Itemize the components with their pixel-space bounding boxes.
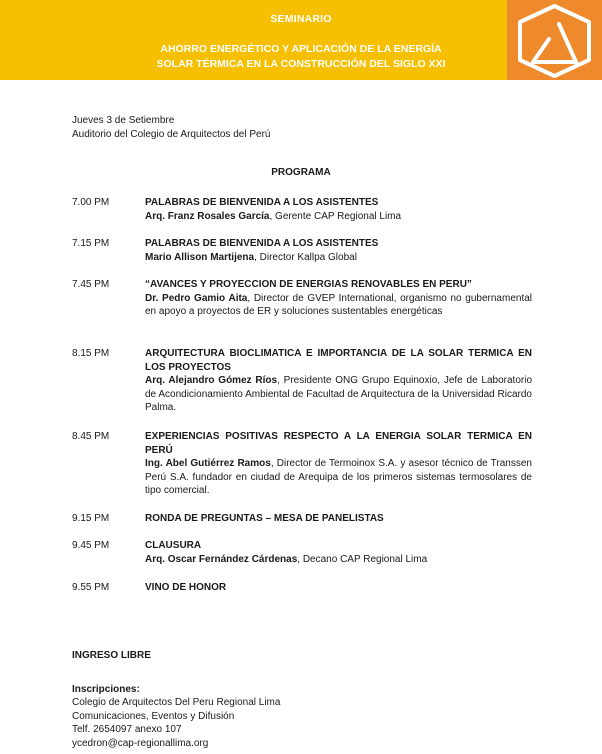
program-item bbox=[72, 347, 532, 415]
free-entry-label: INGRESO LIBRE bbox=[72, 650, 151, 661]
contact-organization: Colegio de Arquitectos Del Peru Regional Lima bbox=[72, 697, 281, 708]
program-time: 8.45 PM bbox=[72, 431, 110, 442]
program-title: “AVANCES Y PROYECCION DE ENERGIAS RENOVABLES EN PERU” bbox=[145, 279, 472, 290]
program-time: 7.45 PM bbox=[72, 279, 110, 290]
seminar-title-line1: AHORRO ENERGÉTICO Y APLICACIÓN DE LA ENERGÍA bbox=[160, 43, 442, 55]
registrations-label: Inscripciones: bbox=[72, 683, 140, 695]
speaker-name: Ing. Abel Gutiérrez Ramos bbox=[145, 458, 271, 469]
hexagon-triangle-logo-icon bbox=[507, 0, 602, 80]
program-title: PALABRAS DE BIENVENIDA A LOS ASISTENTES bbox=[145, 197, 379, 208]
program-time: 7.15 PM bbox=[72, 238, 110, 249]
program-time: 9.55 PM bbox=[72, 582, 110, 593]
contact-phone: Telf. 2654097 anexo 107 bbox=[72, 724, 182, 735]
program-speaker-line bbox=[145, 251, 532, 265]
program-heading: PROGRAMA bbox=[271, 167, 331, 178]
speaker-detail: , Presidente ONG Grupo Equinoxio, Jefe de Laboratorio de Acondicionamiento Ambiental de Facultad de Arquitectura de la Universidad Ricardo Palma. bbox=[145, 375, 533, 413]
speaker-name: Mario Allison Martijena bbox=[145, 251, 255, 263]
program-title: EXPERIENCIAS POSITIVAS RESPECTO A LA ENERGIA SOLAR TERMICA EN PERÚ bbox=[145, 431, 532, 456]
speaker-detail: , Gerente CAP Regional Lima bbox=[269, 210, 402, 222]
contact-department: Comunicaciones, Eventos y Difusión bbox=[72, 710, 235, 722]
program-time: 9.15 PM bbox=[72, 513, 110, 524]
speaker-name: Arq. Oscar Fernández Cárdenas bbox=[145, 553, 298, 565]
program-time: 8.15 PM bbox=[72, 348, 110, 359]
program-item bbox=[72, 539, 532, 566]
program-speaker-line bbox=[145, 553, 532, 567]
program-title: VINO DE HONOR bbox=[145, 582, 227, 593]
contact-email[interactable]: ycedron@cap-regionallima.org bbox=[72, 737, 209, 749]
seminar-label: SEMINARIO bbox=[270, 13, 332, 25]
speaker-detail: , Director de GVEP International, organismo no gubernamental en apoyo a proyectos de ER y soluciones sustentables energéticas bbox=[145, 292, 533, 317]
program-title: ARQUITECTURA BIOCLIMATICA E IMPORTANCIA DE LA SOLAR TERMICA EN LOS PROYECTOS bbox=[145, 348, 532, 373]
program-speaker-line bbox=[145, 292, 532, 319]
program-speaker-line bbox=[145, 457, 532, 498]
program-item bbox=[72, 581, 532, 595]
program-speaker-line bbox=[145, 210, 532, 224]
program-item bbox=[72, 278, 532, 319]
seminar-title-line2: SOLAR TÉRMICA EN LA CONSTRUCCIÓN DEL SIGLO XXI bbox=[156, 58, 446, 70]
program-speaker-line bbox=[145, 374, 532, 415]
program-item bbox=[72, 512, 532, 526]
event-venue: Auditorio del Colegio de Arquitectos del Perú bbox=[72, 129, 271, 140]
program-title: CLAUSURA bbox=[145, 540, 202, 551]
program-item bbox=[72, 196, 532, 223]
footer-info bbox=[72, 649, 280, 750]
speaker-detail: , Decano CAP Regional Lima bbox=[297, 553, 428, 565]
program-item bbox=[72, 430, 532, 498]
speaker-detail: , Director de Termoinox S.A. y asesor técnico de Transsen Perú S.A. fundador en ciudad de Arequipa de los primeros sistemas termosolares de tipo comercial. bbox=[145, 458, 532, 496]
program-time: 9.45 PM bbox=[72, 540, 110, 551]
speaker-name: Dr. Pedro Gamio Aita bbox=[145, 292, 248, 304]
speaker-name: Arq. Franz Rosales García bbox=[145, 210, 270, 222]
speaker-detail: , Director Kallpa Global bbox=[254, 251, 357, 263]
program-title: PALABRAS DE BIENVENIDA A LOS ASISTENTES bbox=[145, 238, 379, 249]
program-item bbox=[72, 237, 532, 264]
event-info bbox=[72, 114, 270, 142]
event-date: Jueves 3 de Setiembre bbox=[72, 115, 175, 126]
program-time: 7.00 PM bbox=[72, 197, 110, 208]
speaker-name: Arq. Alejandro Gómez Ríos bbox=[145, 375, 278, 386]
program-title: RONDA DE PREGUNTAS – MESA DE PANELISTAS bbox=[145, 513, 384, 524]
